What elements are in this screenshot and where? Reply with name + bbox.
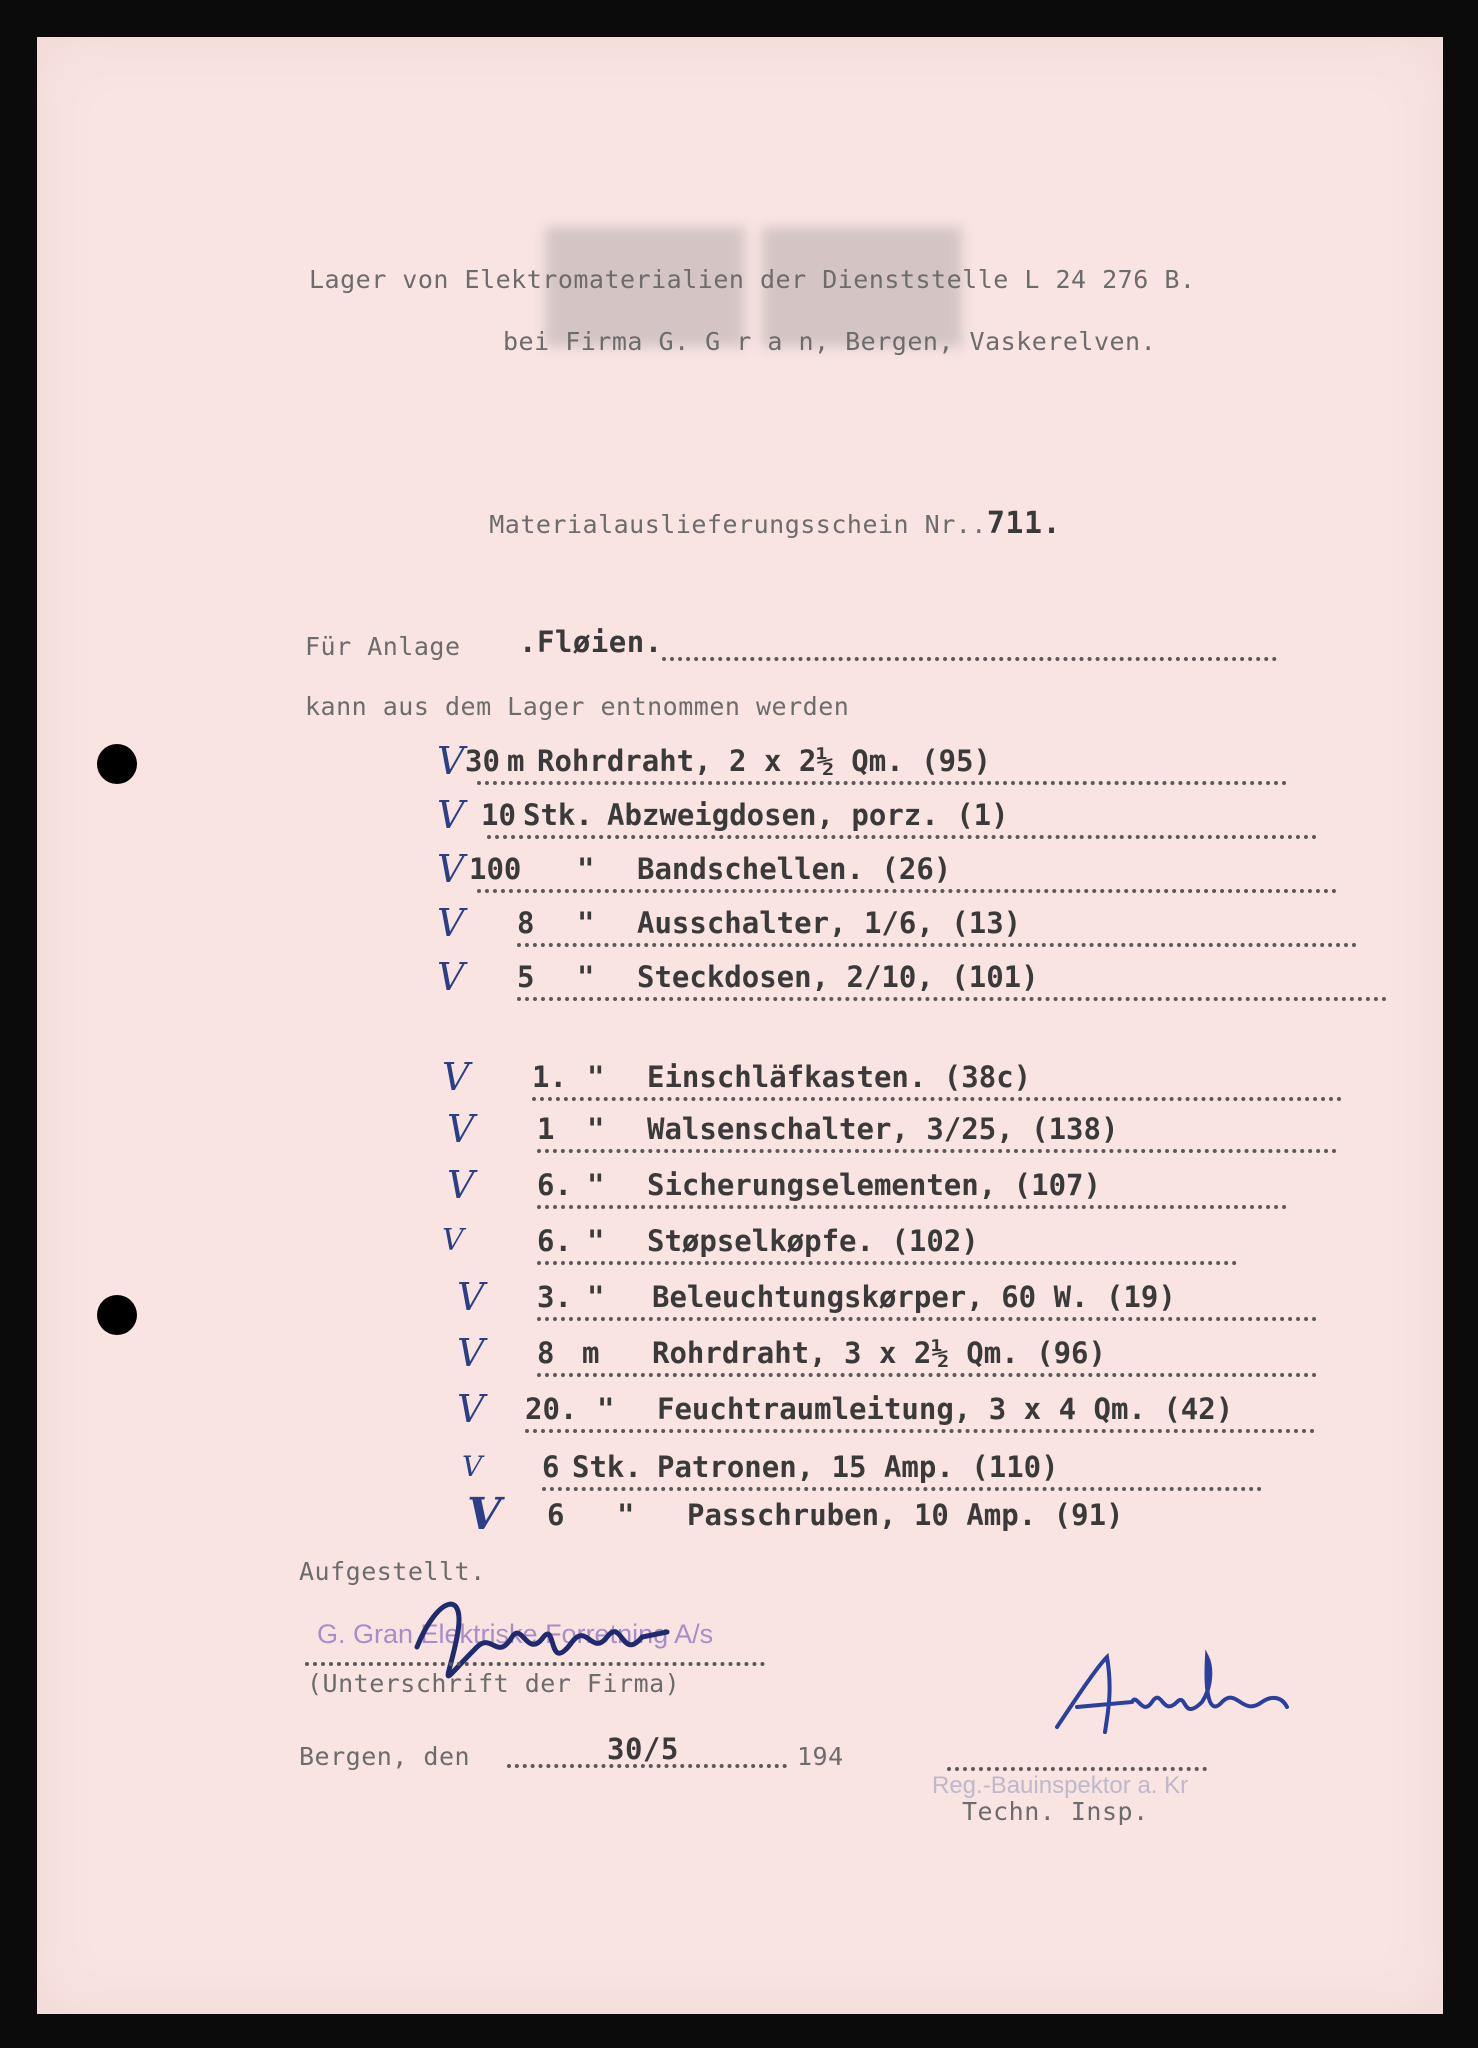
check-mark: V: [437, 955, 465, 999]
year-label: 194: [797, 1742, 844, 1771]
item-quantity: 10: [481, 798, 516, 832]
anlage-dotted-line: [662, 657, 1277, 661]
list-item: [457, 1389, 1357, 1429]
item-description: Bandschellen. (26): [637, 852, 952, 886]
item-description: Beleuchtungskørper, 60 W. (19): [652, 1280, 1176, 1314]
list-item: [462, 1447, 1362, 1487]
list-item: [442, 1221, 1342, 1261]
slip-title: [427, 477, 1061, 570]
company-signature-line: [305, 1662, 765, 1666]
list-item: [437, 795, 1337, 835]
item-dotted-line: [487, 835, 1317, 839]
item-quantity: 8: [517, 906, 535, 940]
header-line-2: bei Firma G. G r a n, Bergen, Vaskerelven.: [503, 327, 1157, 356]
list-item: [437, 741, 1337, 781]
item-description: Feuchtraumleitung, 3 x 4 Qm. (42): [657, 1392, 1234, 1426]
item-unit: ": [617, 1498, 635, 1532]
item-dotted-line: [537, 1149, 1337, 1153]
list-item: [447, 1165, 1347, 1205]
check-mark: V: [462, 1450, 483, 1483]
check-mark: V: [467, 1489, 502, 1540]
slip-label: Materialauslieferungsschein Nr..: [489, 510, 987, 539]
item-quantity: 6: [547, 1498, 565, 1532]
check-mark: V: [437, 901, 465, 945]
item-quantity: 5: [517, 960, 535, 994]
item-dotted-line: [477, 889, 1337, 893]
item-quantity: 6.: [537, 1168, 572, 1202]
punch-hole-bottom: [97, 1295, 137, 1335]
document-sheet: [37, 37, 1443, 2014]
item-quantity: 20.: [525, 1392, 578, 1426]
item-unit: Stk.: [523, 798, 593, 832]
item-unit: m: [582, 1336, 600, 1370]
list-item: [437, 849, 1337, 889]
list-item: [447, 1109, 1347, 1149]
check-mark: V: [437, 793, 465, 837]
item-description: Rohrdraht, 2 x 2½ Qm. (95): [537, 744, 991, 778]
item-unit: ": [587, 1112, 605, 1146]
item-description: Einschläfkasten. (38c): [647, 1060, 1032, 1094]
item-description: Abzweigdosen, porz. (1): [607, 798, 1009, 832]
item-dotted-line: [532, 1097, 1342, 1101]
item-unit: m: [507, 744, 525, 778]
item-unit: ": [587, 1280, 605, 1314]
item-dotted-line: [537, 1373, 1317, 1377]
aufgestellt-label: Aufgestellt.: [299, 1557, 486, 1586]
company-stamp: G. Gran Elektriske Forretning A/s: [317, 1619, 714, 1649]
header-line-1: Lager von Elektromaterialien der Dienststelle L 24 276 B.: [309, 265, 1196, 294]
inspector-label: Techn. Insp.: [962, 1797, 1149, 1826]
item-description: Passchruben, 10 Amp. (91): [687, 1498, 1124, 1532]
item-unit: ": [587, 1168, 605, 1202]
item-quantity: 30: [465, 744, 500, 778]
check-mark: V: [447, 1163, 475, 1207]
item-unit: Stk.: [572, 1450, 642, 1484]
item-unit: ": [587, 1224, 605, 1258]
item-unit: ": [577, 852, 595, 886]
item-description: Sicherungselementen, (107): [647, 1168, 1101, 1202]
item-quantity: 1: [537, 1112, 555, 1146]
item-description: Patronen, 15 Amp. (110): [657, 1450, 1059, 1484]
intro-line: kann aus dem Lager entnommen werden: [305, 692, 850, 721]
item-dotted-line: [477, 781, 1287, 785]
item-description: Steckdosen, 2/10, (101): [637, 960, 1039, 994]
item-description: Ausschalter, 1/6, (13): [637, 906, 1022, 940]
inspector-signature: [1037, 1647, 1317, 1747]
item-unit: ": [577, 960, 595, 994]
check-mark: V: [457, 1331, 485, 1375]
item-quantity: 6.: [537, 1224, 572, 1258]
item-quantity: 100: [469, 852, 522, 886]
item-dotted-line: [537, 1261, 1237, 1265]
item-unit: ": [577, 906, 595, 940]
check-mark: V: [457, 1387, 485, 1431]
anlage-label: Für Anlage: [305, 632, 461, 661]
list-item: [457, 1333, 1357, 1373]
item-quantity: 1.: [532, 1060, 567, 1094]
check-mark: V: [442, 1055, 470, 1099]
check-mark: V: [457, 1275, 485, 1319]
check-mark: V: [447, 1107, 475, 1151]
place-date-prefix: Bergen, den: [299, 1742, 471, 1771]
list-item: [437, 903, 1337, 943]
check-mark: V: [442, 1223, 464, 1258]
inspector-dotted-line: [947, 1767, 1207, 1771]
item-dotted-line: [525, 1429, 1315, 1433]
item-dotted-line: [537, 1317, 1317, 1321]
date-value: 30/5: [607, 1732, 679, 1766]
item-description: Støpselkøpfe. (102): [647, 1224, 979, 1258]
check-mark: V: [437, 847, 465, 891]
item-dotted-line: [517, 943, 1357, 947]
item-quantity: 8: [537, 1336, 555, 1370]
list-item: [467, 1489, 1367, 1540]
item-unit: ": [587, 1060, 605, 1094]
item-quantity: 3.: [537, 1280, 572, 1314]
item-description: Walsenschalter, 3/25, (138): [647, 1112, 1119, 1146]
item-unit: ": [597, 1392, 615, 1426]
item-dotted-line: [517, 997, 1387, 1001]
item-dotted-line: [542, 1487, 1262, 1491]
item-quantity: 6: [542, 1450, 560, 1484]
punch-hole-top: [97, 744, 137, 784]
signature-caption: (Unterschrift der Firma): [307, 1669, 681, 1698]
item-dotted-line: [537, 1205, 1287, 1209]
list-item: [457, 1277, 1357, 1317]
item-description: Rohrdraht, 3 x 2½ Qm. (96): [652, 1336, 1106, 1370]
inspector-stamp: Reg.-Bauinspektor a. Kr: [932, 1772, 1189, 1799]
anlage-value: .Fløien.: [519, 625, 663, 659]
list-item: [442, 1057, 1342, 1097]
slip-number: 711.: [986, 506, 1062, 541]
check-mark: V: [437, 739, 465, 783]
list-item: [437, 957, 1337, 997]
